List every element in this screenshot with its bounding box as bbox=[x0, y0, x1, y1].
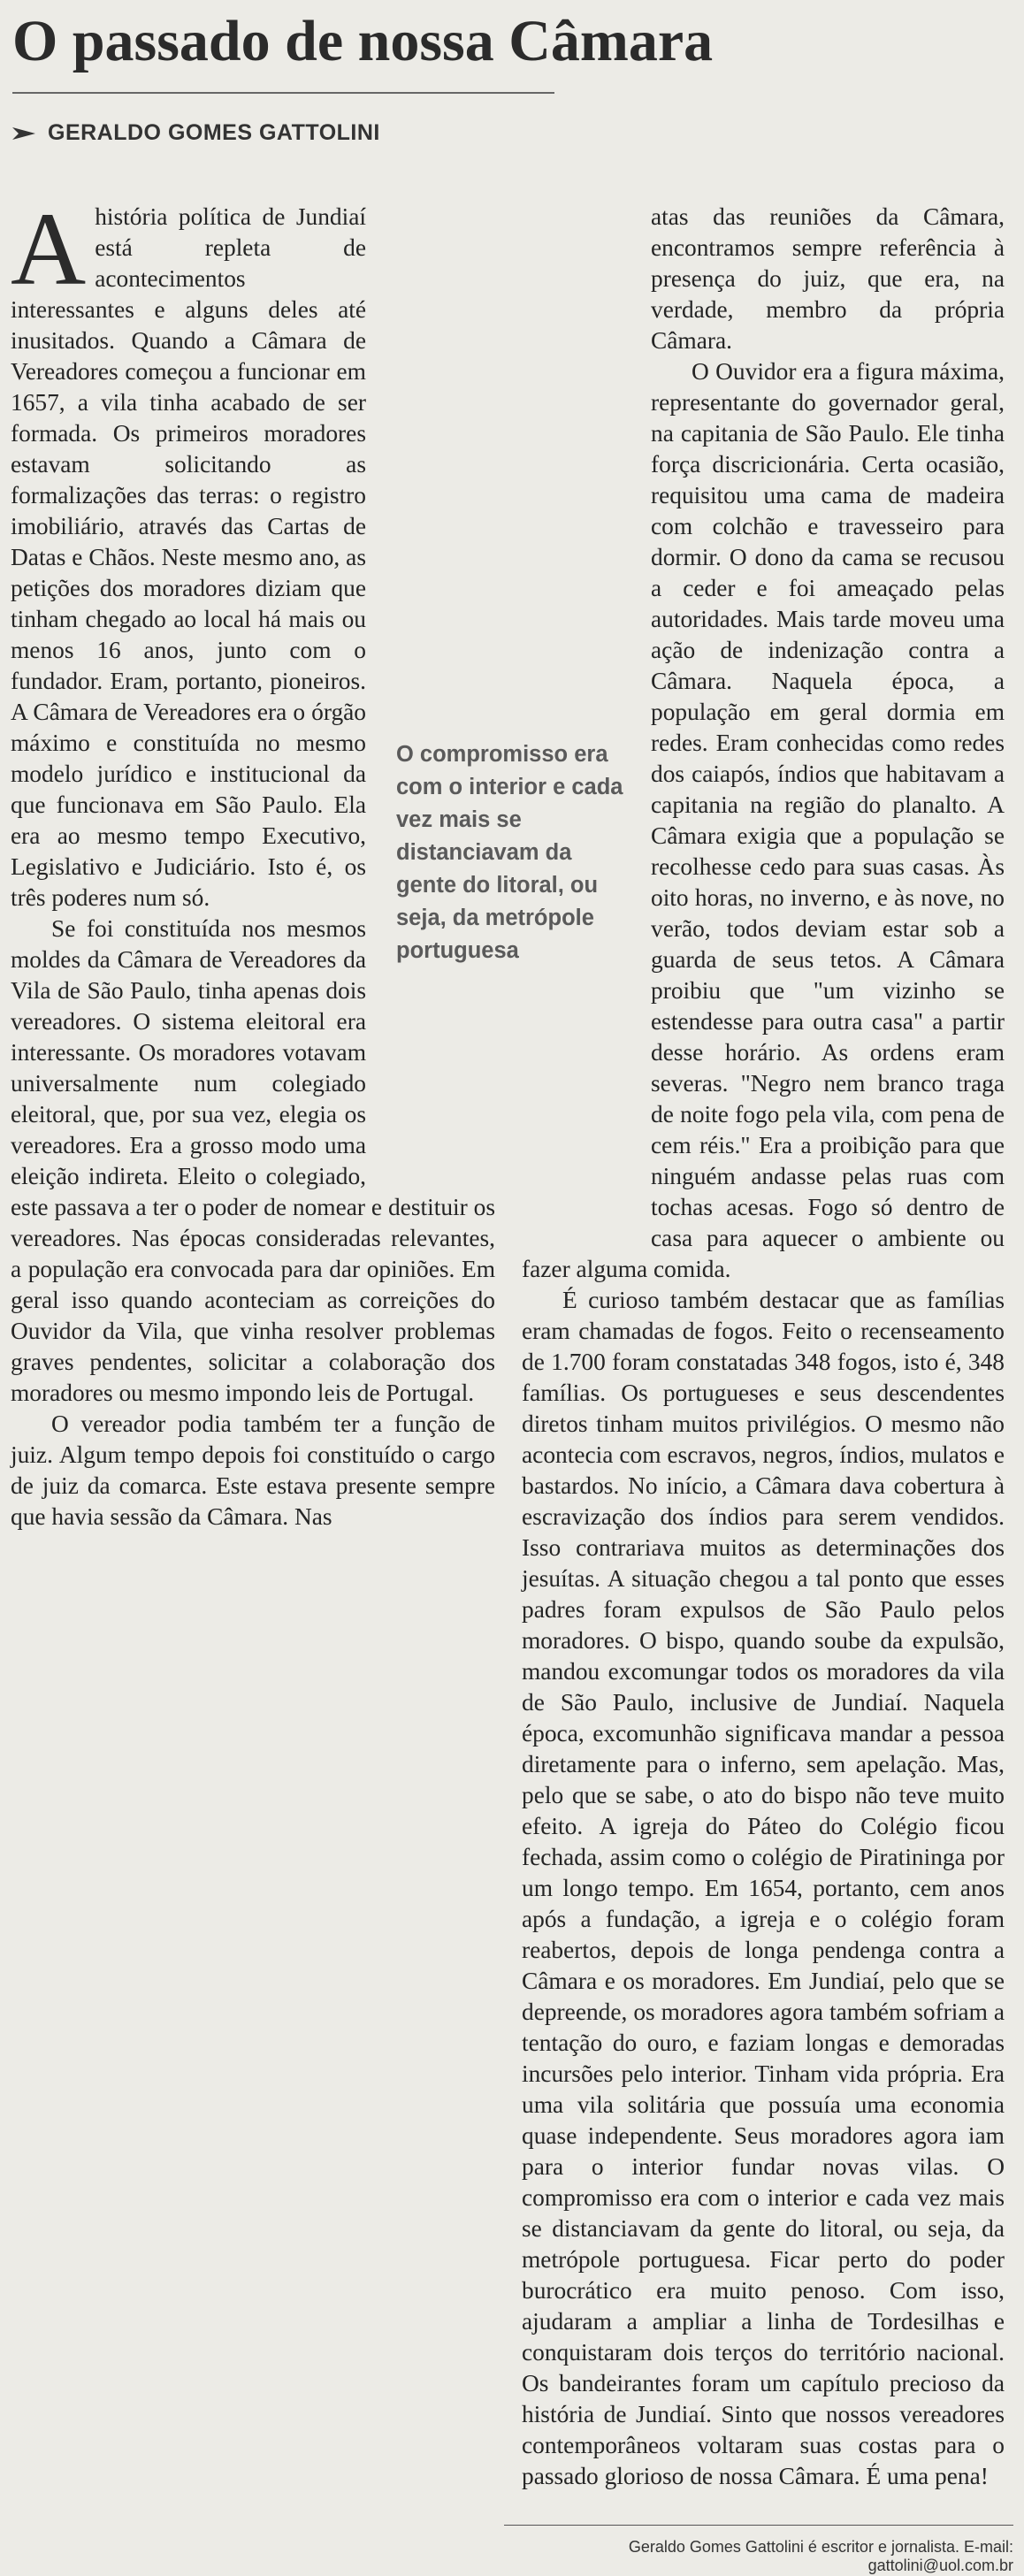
paragraph: Ahistória política de Jundiaí está repleta de acontecimentos interessantes e alguns deles até inusitados. Quando a Câmara de Vereadores começou a funcionar em 1657, a vila tinha acabado de ser formada. Os primeiros moradores estavam solicitando as formalizações das terras: o registro imobiliário, através das Cartas de Datas e Chãos. Neste mesmo ano, as petições dos moradores diziam que tinham chegado ao local há mais ou menos 16 anos, junto com o fundador. Eram, portanto, pioneiros. A Câmara de Vereadores era o órgão máximo e constituída no mesmo modelo jurídico e institucional da que funcionava em São Paulo. Ela era ao mesmo tempo Executivo, Legislativo e Judiciário. Isto é, os três poderes num só. bbox=[11, 191, 366, 911]
title-divider bbox=[12, 92, 554, 94]
paragraph: Se foi constituída nos mesmos moldes da Câmara de Vereadores da Vila de São Paulo, tinha apenas dois vereadores. O sistema eleitoral era interessante. Os moradores votavam universalmente num colegiado eleitoral, que, por sua vez, elegia os vereadores. Era a grosso modo uma eleição indireta. Eleito o colegiado, este passava a ter o poder de nomear e destituir os vereadores. Nas épocas consideradas relevantes, a população era convocada para dar opiniões. Em geral isso quando aconteciam as correições do Ouvidor da Vila, que vinha resolver problemas graves pendentes, solicitar a colaboração dos moradores ou mesmo impondo leis de Portugal. bbox=[11, 915, 495, 1406]
column-right bbox=[522, 202, 1005, 2492]
paragraph: O vereador podia também ter a função de juiz. Algum tempo depois foi constituído o cargo de juiz da comarca. Este estava presente sempre que havia sessão da Câmara. Nas bbox=[11, 1410, 495, 1530]
paragraph: atas das reuniões da Câmara, encontramos sempre referência à presença do juiz, que era, na verdade, membro da própria Câmara. bbox=[651, 203, 1005, 354]
drop-cap: A bbox=[11, 191, 87, 307]
pull-quote: O compromisso era com o interior e cada vez mais se distanciavam da gente do litoral, ou seja, da metrópole portuguesa bbox=[396, 742, 623, 963]
author-footer: Geraldo Gomes Gattolini é escritor e jornalista. E-mail: gattolini@uol.com.br bbox=[628, 2538, 1013, 2574]
article-title: O passado de nossa Câmara bbox=[12, 9, 714, 73]
footer-divider bbox=[504, 2525, 1013, 2526]
author-name: GERALDO GOMES GATTOLINI bbox=[48, 120, 380, 145]
paragraph: O Ouvidor era a figura máxima, representante do governador geral, na capitania de São Paulo. Ele tinha força discricionária. Certa ocasião, requisitou uma cama de madeira com colchão e travesseiro para dormir. O dono da cama se recusou a ceder e foi ameaçado pelas autoridades. Mais tarde moveu uma ação de indenização contra a Câmara. Naquela época, a população em geral dormia em redes. Eram conhecidas como redes dos caiapós, índios que habitavam a capitania na região do planalto. A Câmara exigia que a população se recolhesse cedo para suas casas. Às oito horas, no inverno, e às nove, no verão, todos deviam estar sob a guarda de seus tetos. A Câmara proibiu que "um vizinho se estendesse para outra casa" a partir desse horário. As ordens eram severas. "Negro nem branco traga de noite fogo pela vila, com pena de cem réis." Era a proibição para que ninguém andasse pelas ruas com tochas acesas. Fogo só dentro de casa para aquecer o ambiente ou fazer alguma comida. bbox=[522, 358, 1005, 1282]
byline bbox=[12, 120, 380, 146]
arrow-right-icon bbox=[12, 125, 35, 142]
paragraph: É curioso também destacar que as famílias eram chamadas de fogos. Feito o recenseamento de 1.700 foram constatadas 348 fogos, isto é, 348 famílias. Os portugueses e seus descendentes diretos tinham muitos privilégios. O mesmo não acontecia com escravos, negros, índios, mulatos e bastardos. No início, a Câmara dava cobertura à escravização dos índios para serem vendidos. Isso contrariava muitos as determinações dos jesuítas. A situação chegou a tal ponto que esses padres foram expulsos de São Paulo pelos moradores. O bispo, quando soube da expulsão, mandou excomungar todos os moradores da vila de São Paulo, inclusive de Jundiaí. Naquela época, excomunhão significava mandar a pessoa diretamente para o inferno, sem apelação. Mas, pelo que se sabe, o ato do bispo não teve muito efeito. A igreja do Páteo do Colégio ficou fechada, assim como o colégio de Piratininga por um longo tempo. Em 1654, portanto, cem anos após a fundação, a igreja e o colégio foram reabertos, depois de longa pendenga contra a Câmara e os moradores. Em Jundiaí, pelo que se depreende, os moradores agora também sofriam a tentação do ouro, e faziam longas e demoradas incursões pelo interior. Tinham vida própria. Era uma vila solitária que possuía uma economia quase independente. Seus moradores agora iam para o interior fundar novas vilas. O compromisso era com o interior e cada vez mais se distanciavam da gente do litoral, ou seja, da metrópole portuguesa. Ficar perto do poder burocrático era muito penoso. Com isso, ajudaram a ampliar a linha de Tordesilhas e conquistaram dois terços do território nacional. Os bandeirantes foram um capítulo precioso da história de Jundiaí. Sinto que nossos vereadores contemporâneos voltaram suas costas para o passado glorioso de nossa Câmara. É uma pena! bbox=[522, 1287, 1005, 2489]
